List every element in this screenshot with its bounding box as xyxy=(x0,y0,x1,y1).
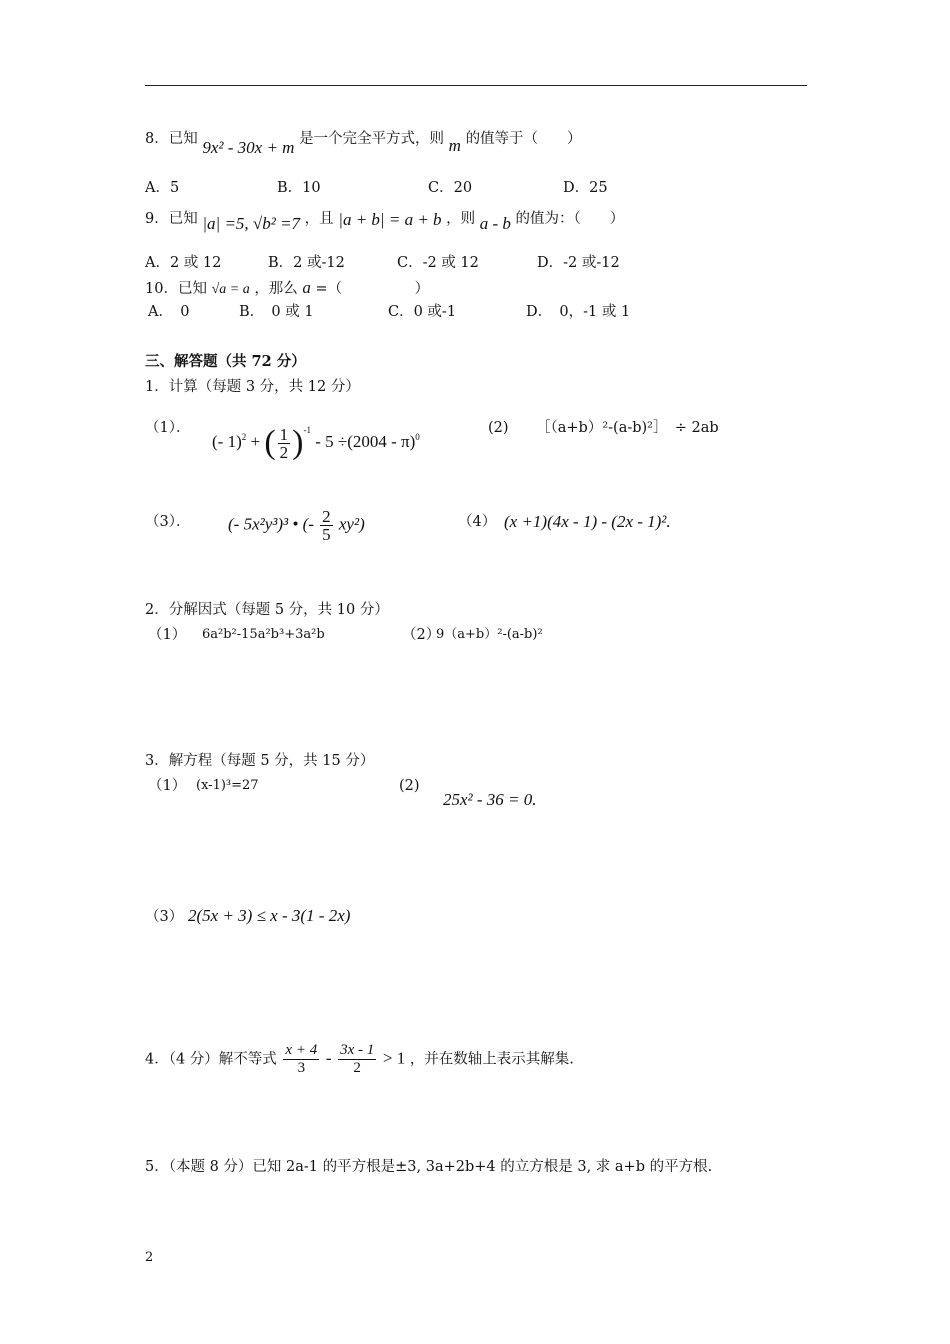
p2-sub1-expression: 6a²b²-15a²b³+3a²b xyxy=(202,627,325,642)
q8-var: m xyxy=(448,136,461,155)
p1-s1-exponent: -1 xyxy=(303,425,311,435)
p1-sub1-expression: (- 1)$^2$ + ( $\frac{1}{2}$ )$^{-1}$ - 5 ÷(2004 - π)$^0$ xyxy=(212,424,420,462)
p3-sub3-label: （3） xyxy=(145,909,184,925)
header-rule xyxy=(145,85,807,86)
q9-mid: ，且 xyxy=(304,211,334,227)
q10-var: a xyxy=(302,278,311,297)
q9-option-a: A．2 或 12 xyxy=(145,255,222,271)
p4-tail: ，并在数轴上表示其解集. xyxy=(409,1051,574,1068)
p1-s1-part-c: - 5 ÷(2004 - π) xyxy=(315,432,416,451)
q10-lead: 10．已知 xyxy=(145,281,207,297)
p1-s1-frac-num: 1 xyxy=(279,424,289,444)
p1-s3-fraction xyxy=(320,508,333,543)
p1-s1-fraction xyxy=(278,426,291,461)
p4-relation: > 1 xyxy=(382,1048,406,1068)
q9-option-c: C．-2 或 12 xyxy=(397,255,479,271)
q8-lead: 8．已知 xyxy=(145,131,198,147)
p1-s1-frac-den: 2 xyxy=(279,442,289,462)
q10-option-d: D． 0，-1 或 1 xyxy=(526,304,631,320)
q9-mid2: ，则 xyxy=(446,211,476,227)
p4-operator: - xyxy=(325,1048,332,1068)
p4-f2-den: 2 xyxy=(353,1060,361,1076)
p3-sub2-label: (2) xyxy=(399,778,420,794)
q9-lead: 9．已知 xyxy=(145,211,198,227)
q10-option-b: B． 0 或 1 xyxy=(239,304,314,320)
page-number: 2 xyxy=(145,1250,154,1265)
p1-sub2-expression: ［（a+b）²-(a-b)²］ ÷ 2ab xyxy=(536,420,719,436)
q9-expression: a - b xyxy=(479,214,511,233)
p3-sub2-expression: 25x² - 36 = 0. xyxy=(443,790,537,809)
p1-s3-part-b: xy²) xyxy=(338,514,365,534)
q8-expression: 9x² - 30x + m xyxy=(202,138,295,157)
q10-condition: √a = a xyxy=(211,282,250,297)
p1-sub4-expression: (x +1)(4x - 1) - (2x - 1)². xyxy=(504,512,671,531)
p4-f2-num: 3x - 1 xyxy=(340,1042,375,1058)
problem-2-title: 2．分解因式（每题 5 分，共 10 分） xyxy=(145,602,389,618)
p2-sub2-label: （2） xyxy=(402,627,441,643)
q8-option-a: A．5 xyxy=(145,180,180,196)
question-10 xyxy=(145,278,429,300)
q8-tail: 的值等于（ ） xyxy=(465,131,582,147)
q8-option-b: B．10 xyxy=(277,180,321,196)
p1-s1-part-a: (- 1) xyxy=(212,432,242,451)
p1-sub3-label: （3）． xyxy=(145,514,191,530)
q9-tail: 的值为：（ ） xyxy=(515,211,625,227)
p4-f1-num: x + 4 xyxy=(285,1042,318,1058)
p3-sub1-label: （1） xyxy=(148,778,187,794)
p4-lead: 4．（4 分）解不等式 xyxy=(145,1051,277,1068)
p1-s1-plus: + xyxy=(250,432,261,451)
q9-option-b: B．2 或-12 xyxy=(268,255,345,271)
p1-s1-close-paren: ) xyxy=(292,424,304,462)
p4-fraction-2 xyxy=(338,1042,376,1077)
q8-mid: 是一个完全平方式，则 xyxy=(299,131,445,147)
p3-sub1-expression: (x-1)³=27 xyxy=(196,778,259,793)
p4-f1-den: 3 xyxy=(297,1060,306,1076)
section-3-title: 三、解答题（共 72 分） xyxy=(145,353,306,370)
problem-5: 5．（本题 8 分）已知 2a-1 的平方根是±3, 3a+2b+4 的立方根是 3, 求 a+b 的平方根. xyxy=(145,1159,713,1175)
q8-option-c: C．20 xyxy=(428,180,473,196)
p1-s1-exponent-zero: 0 xyxy=(415,432,420,442)
q9-condition-2: |a + b| = a + b xyxy=(338,210,442,229)
problem-1-title: 1．计算（每题 3 分，共 12 分） xyxy=(145,379,360,395)
question-9 xyxy=(145,208,625,233)
p1-s3-frac-den: 5 xyxy=(322,525,331,544)
q9-condition-1: |a| =5, √b² =7 xyxy=(202,214,301,233)
p2-sub2-expression: 9（a+b）²-(a-b)² xyxy=(436,627,543,642)
q9-option-d: D．-2 或-12 xyxy=(537,255,620,271)
question-8 xyxy=(145,128,582,157)
p1-sub2-label: (2) xyxy=(488,420,509,436)
q10-tail: =（ ） xyxy=(315,281,430,297)
q10-option-c: C．0 或-1 xyxy=(388,304,457,320)
p1-s3-part-a: (- 5x²y³)³ • (- xyxy=(228,514,314,534)
p1-s3-frac-num: 2 xyxy=(322,507,331,526)
p4-fraction-1 xyxy=(283,1042,319,1077)
q8-option-d: D．25 xyxy=(563,180,608,196)
p3-sub3-expression: 2(5x + 3) ≤ x - 3(1 - 2x) xyxy=(188,906,351,925)
q10-option-a: A． 0 xyxy=(148,304,190,320)
p1-sub1-label: （1）． xyxy=(145,420,191,436)
p1-sub4-label: （4） xyxy=(458,514,497,530)
q10-mid: ，那么 xyxy=(254,281,298,297)
p1-sub3-expression xyxy=(228,508,365,543)
p1-s1-open-paren: ( xyxy=(264,424,276,462)
problem-4 xyxy=(145,1042,574,1077)
problem-3-title: 3．解方程（每题 5 分，共 15 分） xyxy=(145,753,375,769)
p2-sub1-label: （1） xyxy=(148,627,187,643)
